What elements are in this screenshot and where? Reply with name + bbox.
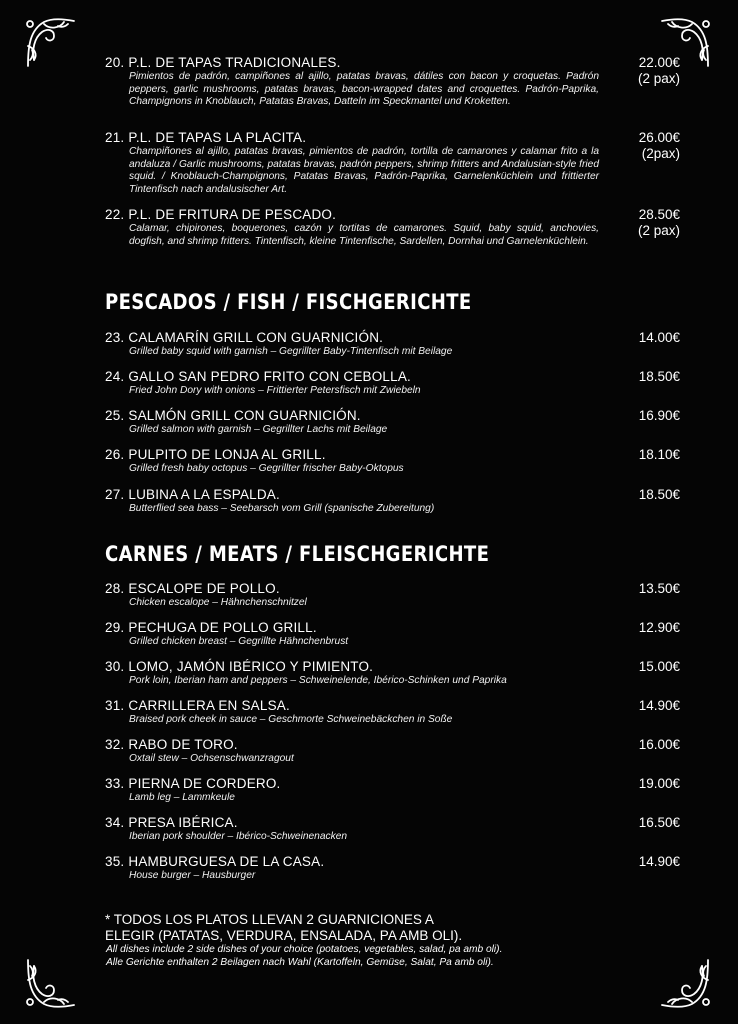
menu-item-22 [105,207,680,248]
item-name: ESCALOPE DE POLLO. [128,581,280,596]
item-price: 19.00€ [638,776,680,791]
item-name: P.L. DE TAPAS TRADICIONALES. [128,55,341,70]
item-name: PRESA IBÉRICA. [128,815,238,830]
menu-item-21 [105,130,680,196]
item-pax: (2 pax) [637,223,680,238]
note-line-2: ELEGIR (PATATAS, VERDURA, ENSALADA, PA AMB OLI). [105,928,463,943]
item-description: Oxtail stew – Ochsenschwanzragout [129,753,294,764]
corner-flourish-icon [24,16,78,70]
corner-flourish-icon [658,956,712,1010]
menu-item-23 [105,330,680,359]
item-price: 18.50€ [638,369,680,384]
item-pax: (2pax) [641,146,680,161]
section-title-meat: CARNES / MEATS / FLEISCHGERICHTE [105,542,490,566]
item-name: P.L. DE TAPAS LA PLACITA. [128,130,307,145]
item-price: 18.10€ [638,447,680,462]
item-price: 14.90€ [638,854,680,869]
item-name: HAMBURGUESA DE LA CASA. [128,854,325,869]
menu-item-26 [105,447,680,476]
menu-item-30 [105,659,680,688]
item-number: 35. [105,854,125,869]
menu-item-24 [105,369,680,398]
item-number: 33. [105,776,125,791]
item-number: 24. [105,369,125,384]
item-name: PIERNA DE CORDERO. [128,776,281,791]
item-number: 28. [105,581,125,596]
menu-item-34 [105,815,680,844]
item-description: Champiñones al ajillo, patatas bravas, pimientos de padrón, tortilla de camarones y calamar frito a la andaluza / Garlic mushrooms, patatas bravas, padrón peppers, shrimp fritters and Andalusian-style fried squid. / Knoblauch-Champignons, Patatas Bravas, Padrón-Paprika, Garnelenküchlein und frittierter Tintenfisch nach andalusischer Art. [129,146,599,195]
item-number: 32. [105,737,125,752]
note-line-english: All dishes include 2 side dishes of your choice (potatoes, vegetables, salad, pa amb oli). [106,944,503,955]
item-number: 30. [105,659,125,674]
note-line-german: Alle Gerichte enthalten 2 Beilagen nach Wahl (Kartoffeln, Gemüse, Salat, Pa amb oli). [106,956,494,968]
item-number: 25. [105,408,125,423]
item-name: GALLO SAN PEDRO FRITO CON CEBOLLA. [128,369,411,384]
item-number: 27. [105,487,125,502]
item-description: Iberian pork shoulder – Ibérico-Schweinenacken [129,831,348,842]
item-name: CALAMARÍN GRILL CON GUARNICIÓN. [128,330,384,345]
item-name: PULPITO DE LONJA AL GRILL. [128,447,326,462]
item-number: 22. [105,207,125,222]
item-description: Pimientos de padrón, campiñones al ajillo, patatas bravas, dátiles con bacon y croquetas. Padrón peppers, garlic mushrooms, patatas bravas, bacon-wrapped dates and croquettes. Padrón-Paprika, Champignons in Knoblauch, Patatas Bravas, Datteln im Speckmantel und Kroketten. [129,71,599,108]
menu-item-20 [105,55,680,109]
item-number: 21. [105,130,125,145]
item-price: 22.00€ [638,55,680,70]
item-description: Fried John Dory with onions – Frittierter Petersfisch mit Zwiebeln [129,385,421,396]
item-number: 34. [105,815,125,830]
item-price: 26.00€ [638,130,680,145]
item-name: SALMÓN GRILL CON GUARNICIÓN. [128,408,361,423]
item-price: 14.00€ [638,330,680,345]
item-price: 18.50€ [638,487,680,502]
item-description: Grilled fresh baby octopus – Gegrillter frischer Baby-Oktopus [129,463,404,474]
item-name: LOMO, JAMÓN IBÉRICO Y PIMIENTO. [128,659,374,674]
item-number: 20. [105,55,125,70]
item-number: 31. [105,698,125,713]
item-description: Calamar, chipirones, boquerones, cazón y tortitas de camarones. Squid, baby squid, anchovies, dogfish, and shrimp fritters. Tintenfisch, kleine Tintenfische, Sardellen, Dornhai und Garnelenküchlein. [129,223,599,247]
item-description: Chicken escalope – Hähnchenschnitzel [129,597,307,608]
item-description: Grilled salmon with garnish – Gegrillter Lachs mit Beilage [129,424,388,435]
item-price: 12.90€ [638,620,680,635]
item-description: Lamb leg – Lammkeule [129,792,235,803]
menu-item-28 [105,581,680,610]
item-name: PECHUGA DE POLLO GRILL. [128,620,317,635]
item-description: House burger – Hausburger [129,870,256,881]
item-price: 13.50€ [638,581,680,596]
item-description: Grilled chicken breast – Gegrillte Hähnchenbrust [129,636,349,647]
item-name: RABO DE TORO. [128,737,238,752]
menu-item-31 [105,698,680,727]
item-description: Braised pork cheek in sauce – Geschmorte Schweinebäckchen in Soße [129,714,453,725]
menu-item-35 [105,854,680,883]
item-name: P.L. DE FRITURA DE PESCADO. [128,207,337,222]
item-price: 16.90€ [638,408,680,423]
side-dishes-note [105,912,575,969]
section-title-fish: PESCADOS / FISH / FISCHGERICHTE [105,290,472,314]
menu-item-33 [105,776,680,805]
note-line-1: * TODOS LOS PLATOS LLEVAN 2 GUARNICIONES A [105,912,434,927]
item-description: Grilled baby squid with garnish – Gegrillter Baby-Tintenfisch mit Beilage [129,346,453,357]
corner-flourish-icon [24,956,78,1010]
item-description: Butterflied sea bass – Seebarsch vom Grill (spanische Zubereitung) [129,503,435,514]
item-number: 26. [105,447,125,462]
item-price: 28.50€ [638,207,680,222]
menu-item-32 [105,737,680,766]
item-name: CARRILLERA EN SALSA. [128,698,290,713]
item-number: 29. [105,620,125,635]
item-price: 14.90€ [638,698,680,713]
item-price: 16.50€ [638,815,680,830]
item-pax: (2 pax) [637,71,680,86]
menu-item-27 [105,487,680,516]
menu-item-29 [105,620,680,649]
menu-item-25 [105,408,680,437]
item-price: 15.00€ [638,659,680,674]
item-price: 16.00€ [638,737,680,752]
item-number: 23. [105,330,125,345]
item-description: Pork loin, Iberian ham and peppers – Schweinelende, Ibérico-Schinken und Paprika [129,675,507,686]
item-name: LUBINA A LA ESPALDA. [128,487,280,502]
